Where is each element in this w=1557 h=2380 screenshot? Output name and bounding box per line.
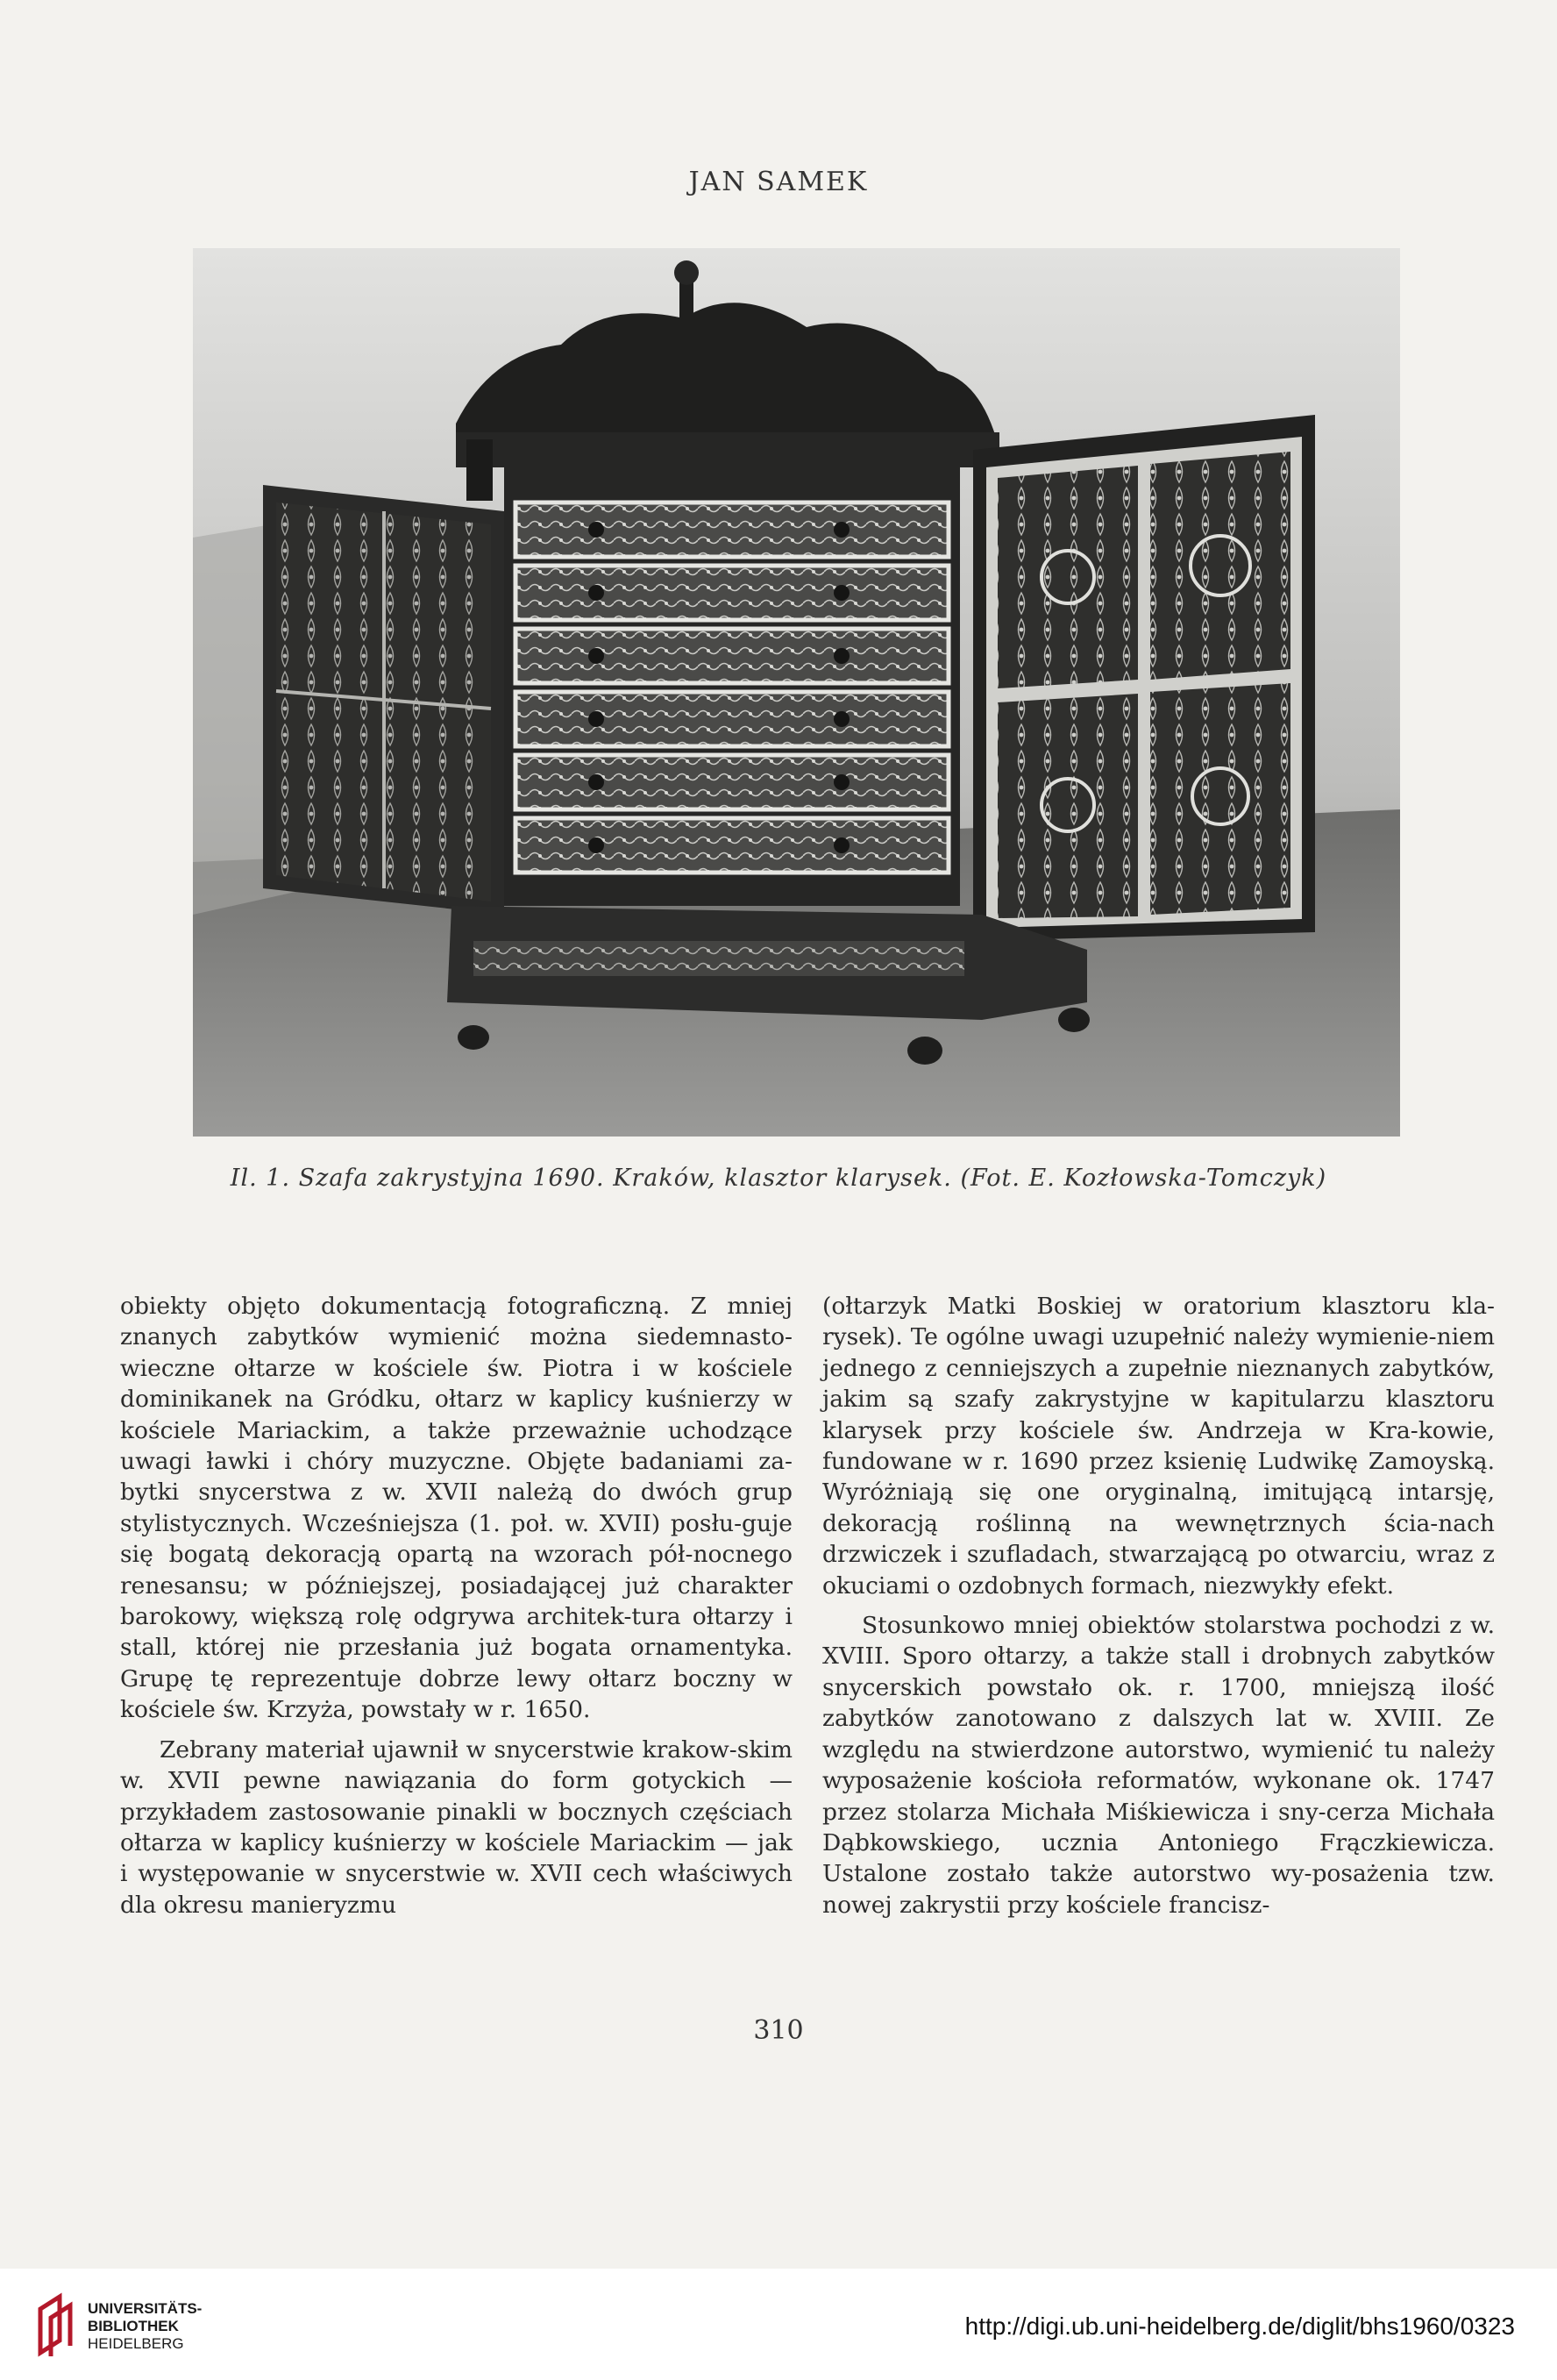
- text-column-left: [120, 1291, 793, 1920]
- text-column-right: [822, 1291, 1495, 1920]
- source-url-link[interactable]: http://digi.ub.uni-heidelberg.de/diglit/bhs1960/0323: [964, 2312, 1515, 2340]
- page-number: 310: [753, 2015, 804, 2046]
- paragraph: Stosunkowo mniej obiektów stolarstwa pochodzi z w. XVIII. Sporo ołtarzy, a także stall i drobnych zabytków snycerskich powstało ok. r. 1700, mniejszą ilość zabytków zanotowano z dalszych lat w. XVIII. Ze względu na stwierdzone autorstwo, wymienić tu należy wyposażenie kościoła reformatów, wykonane ok. 1747 przez stolarza Michała Miśkiewicza i sny-cerza Michała Dąbkowskiego, ucznia Antoniego Frączkiewicza. Ustalone zostało także autorstwo wy-posażenia tzw. nowej zakrystii przy kościele francisz-: [822, 1612, 1495, 1919]
- figure-caption: Il. 1. Szafa zakrystyjna 1690. Kraków, klasztor klarysek. (Fot. E. Kozłowska-Tomczyk): [230, 1165, 1327, 1192]
- library-name: [88, 2300, 202, 2353]
- paragraph: obiekty objęto dokumentacją fotograficzną. Z mniej znanych zabytków wymienić można siedemnasto-wieczne ołtarze w kościele św. Piotra i w kościele dominikanek na Gródku, ołtarz w kaplicy kuśnierzy w kościele Mariackim, a także przeważnie uchodzące uwagi ławki i chóry muzyczne. Objęte badaniami za-bytki snycerstwa z w. XVII należą do dwóch grup stylistycznych. Wcześniejsza (1. poł. w. XVII) posłu-guje się bogatą dekoracją opartą na wzorach pół-nocnego renesansu; w późniejszej, posiadającej już charakter barokowy, większą rolę odgrywa architek-tura ołtarzy i stall, której nie przesłania już bogata ornamentyka. Grupę tę reprezentuje dobrze lewy ołtarz boczny w kościele św. Krzyża, powstały w r. 1650.: [120, 1293, 793, 1724]
- cabinet-photograph: [193, 248, 1400, 1137]
- library-name-line: BIBLIOTHEK: [88, 2318, 179, 2334]
- paragraph: Zebrany materiał ujawnił w snycerstwie krakow-skim w. XVII pewne nawiązania do form gotyckich — przykładem zastosowanie pinakli w bocznych częściach ołtarza w kaplicy kuśnierzy w kościele Mariackim — jak i występowanie w snycerstwie w. XVII cech właściwych dla okresu manieryzmu: [120, 1735, 793, 1919]
- library-name-line: UNIVERSITÄTS-: [88, 2300, 203, 2317]
- cabinet-illustration: [193, 248, 1400, 1137]
- library-name-line: HEIDELBERG: [88, 2335, 184, 2352]
- library-logo-icon: [33, 2291, 77, 2358]
- running-header: JAN SAMEK: [688, 167, 869, 197]
- library-footer: [0, 2269, 1557, 2380]
- paragraph: (ołtarzyk Matki Boskiej w oratorium klasztoru kla-rysek). Te ogólne uwagi uzupełnić należy wymienie-niem jednego z cenniejszych a zupełnie nieznanych zabytków, jakim są szafy zakrystyjne w kapitularzu klasztoru klarysek przy kościele św. Andrzeja w Kra-kowie, fundowane w r. 1690 przez ksienię Ludwikę Zamoyską. Wyróżniają się one oryginalną, imitującą intarsję, dekoracją roślinną na wewnętrznych ścia-nach drzwiczek i szufladach, stwarzającą po otwarciu, wraz z okuciami o ozdobnych formach, niezwykły efekt.: [822, 1293, 1495, 1600]
